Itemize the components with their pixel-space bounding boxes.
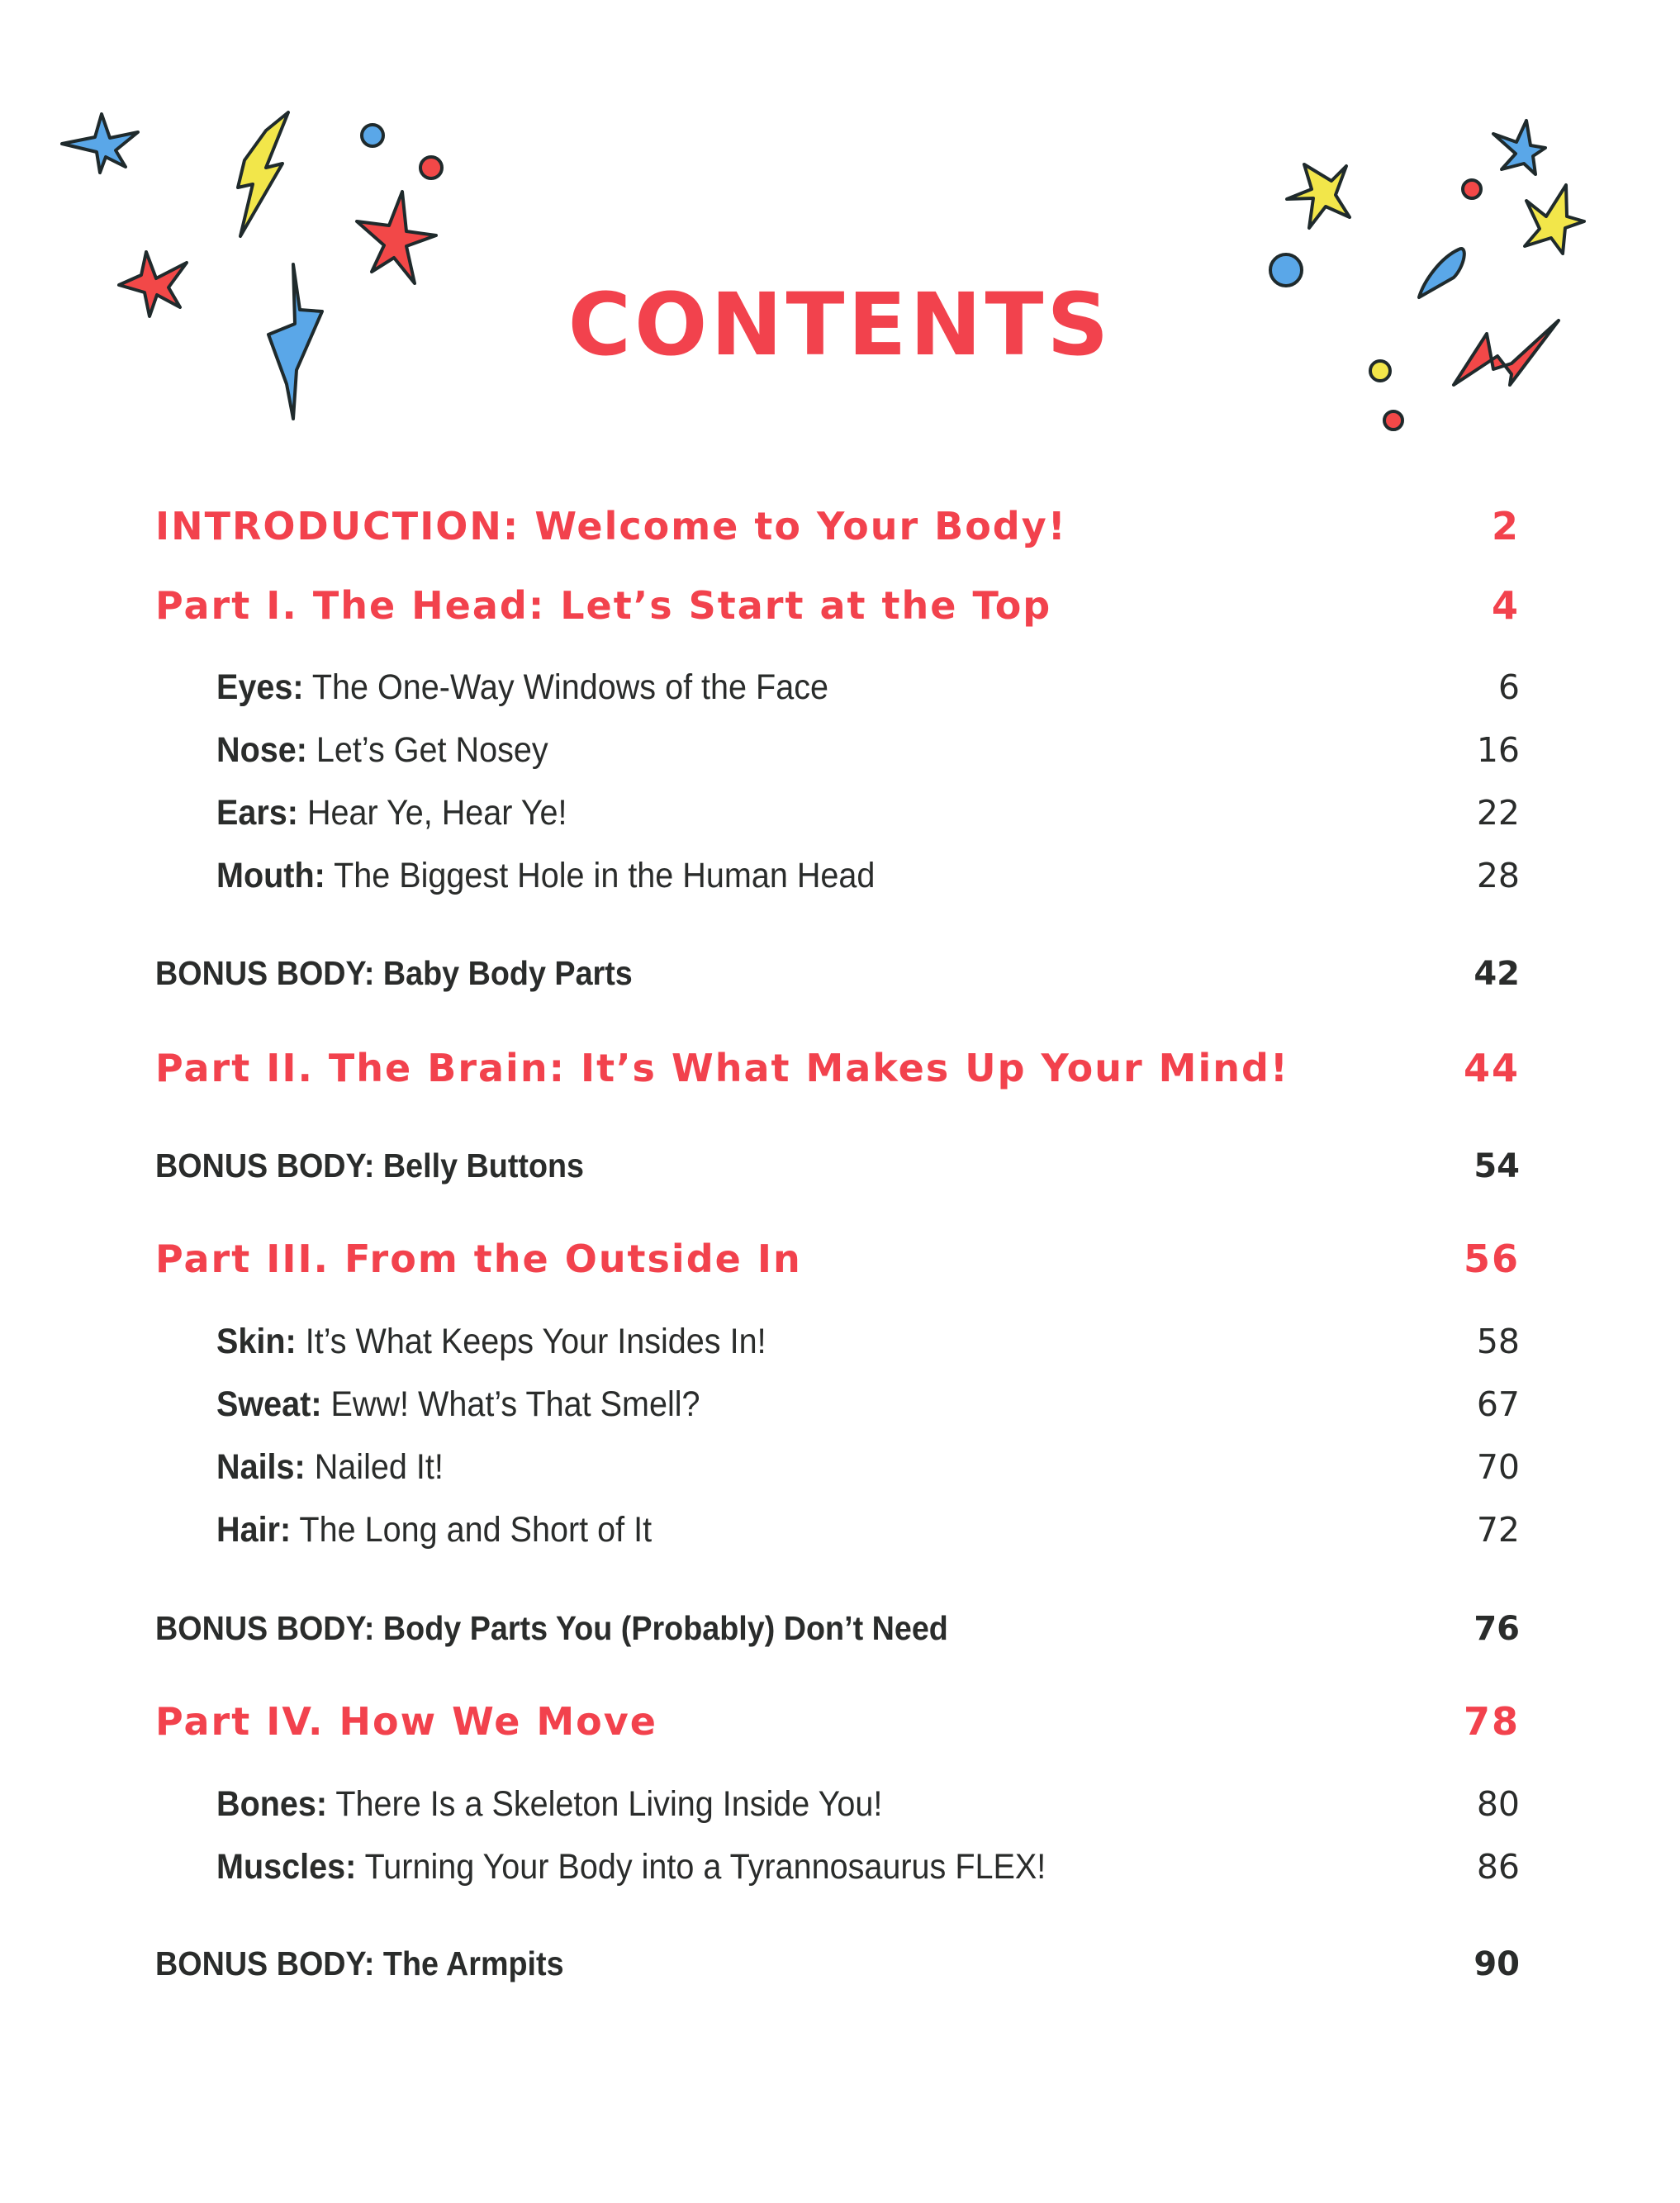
page-title [0,274,1680,375]
toc-entry-term: Bones: [216,1784,328,1824]
toc-entry-page: 90 [1474,1945,1520,1983]
toc-entry-page: 76 [1474,1610,1520,1648]
toc-entry-page: 54 [1474,1147,1520,1185]
toc-entry-page: 16 [1476,730,1520,770]
toc-entry-term: Nails: [216,1447,306,1487]
red-dot-icon [420,157,442,178]
toc-entry-page: 72 [1476,1510,1520,1550]
toc-entry-label: BONUS BODY: Body Parts You (Probably) Don’t Need [155,1609,948,1647]
toc-entry-nails[interactable] [216,1447,1520,1488]
toc-entry-page: 44 [1463,1046,1520,1090]
toc-entry-subtitle: There Is a Skeleton Living Inside You! [335,1784,883,1824]
toc-entry-page: 42 [1474,955,1520,993]
yellow-star-icon [1287,164,1350,228]
toc-entry-part-3[interactable] [155,1237,1520,1281]
contents-heading: CONTENTS [567,274,1113,375]
toc-entry-term: Muscles: [216,1847,357,1887]
toc-entry-skin[interactable] [216,1322,1520,1362]
toc-entry-bonus-baby-body-parts[interactable] [155,954,1520,993]
toc-entry-page: 58 [1476,1322,1520,1361]
toc-entry-page: 4 [1491,583,1520,628]
toc-entry-subtitle: Eww! What’s That Smell? [330,1384,700,1424]
toc-entry-subtitle: It’s What Keeps Your Insides In! [305,1322,766,1361]
toc-entry-nose[interactable] [216,730,1520,771]
toc-entry-label [216,856,875,896]
toc-entry-label: BONUS BODY: The Armpits [155,1944,564,1982]
toc-entry-subtitle: Hear Ye, Hear Ye! [306,793,567,833]
toc-entry-subtitle: Nailed It! [314,1447,444,1487]
toc-entry-label [216,1322,766,1362]
red-dot-icon [1384,411,1402,430]
toc-entry-term: Nose: [216,730,307,770]
toc-entry-term: Eyes: [216,667,304,707]
yellow-star-icon [1525,185,1584,254]
toc-entry-part-1[interactable] [155,583,1520,628]
toc-entry-subtitle: The One-Way Windows of the Face [311,667,828,707]
toc-entry-part-2[interactable] [155,1046,1520,1090]
toc-entry-page: 78 [1463,1699,1520,1744]
toc-entry-subtitle: Turning Your Body into a Tyrannosaurus FLEX! [364,1847,1046,1887]
toc-entry-term: Sweat: [216,1384,322,1424]
toc-entry-label [216,1447,444,1488]
toc-entry-label: INTRODUCTION: Welcome to Your Body! [155,504,1067,548]
toc-entry-bonus-the-armpits[interactable] [155,1944,1520,1983]
toc-entry-page: 80 [1476,1784,1520,1824]
yellow-lightning-icon [238,112,288,236]
toc-entry-muscles[interactable] [216,1847,1520,1887]
toc-entry-eyes[interactable] [216,667,1520,708]
toc-entry-term: Skin: [216,1322,297,1361]
toc-entry-label [216,1784,882,1825]
red-star-large-icon [357,192,436,283]
toc-entry-page: 2 [1491,504,1520,548]
toc-entry-subtitle: The Long and Short of It [299,1510,653,1550]
toc-entry-hair[interactable] [216,1510,1520,1550]
toc-entry-label [216,1510,652,1550]
toc-entry-term: Ears: [216,793,298,833]
toc-entry-part-4[interactable] [155,1699,1520,1744]
toc-entry-bonus-belly-buttons[interactable] [155,1147,1520,1185]
toc-entry-label [216,793,567,833]
toc-entry-label: BONUS BODY: Belly Buttons [155,1147,585,1185]
toc-entry-introduction[interactable] [155,504,1520,548]
left-decorations [0,0,578,463]
blue-star-icon [62,114,138,173]
toc-entry-label [216,1384,700,1425]
toc-entry-label: Part II. The Brain: It’s What Makes Up Your Mind! [155,1046,1289,1090]
toc-entry-label [216,667,828,708]
toc-entry-page: 86 [1476,1847,1520,1887]
toc-entry-label: BONUS BODY: Baby Body Parts [155,954,633,992]
toc-entry-label: Part III. From the Outside In [155,1237,802,1281]
red-dot-icon [1463,180,1481,198]
toc-entry-page: 22 [1476,793,1520,833]
toc-entry-page: 56 [1463,1237,1520,1281]
toc-entry-subtitle: Let’s Get Nosey [316,730,548,770]
toc-entry-term: Mouth: [216,856,325,895]
toc-entry-page: 70 [1476,1447,1520,1487]
toc-entry-page: 28 [1476,856,1520,895]
toc-entry-subtitle: The Biggest Hole in the Human Head [334,856,876,895]
toc-entry-sweat[interactable] [216,1384,1520,1425]
blue-dot-icon [362,125,383,146]
toc-entry-term: Hair: [216,1510,292,1550]
toc-entry-label: Part I. The Head: Let’s Start at the Top [155,583,1052,628]
toc-entry-bones[interactable] [216,1784,1520,1825]
toc-entry-mouth[interactable] [216,856,1520,896]
toc-entry-label [216,730,548,771]
toc-entry-ears[interactable] [216,793,1520,833]
toc-entry-page: 67 [1476,1384,1520,1424]
toc-entry-label [216,1847,1046,1887]
toc-entry-bonus-body-parts-you-dont-need[interactable] [155,1609,1520,1648]
toc-entry-page: 6 [1497,667,1520,707]
blue-star-icon [1493,121,1545,174]
toc-entry-label: Part IV. How We Move [155,1699,657,1744]
